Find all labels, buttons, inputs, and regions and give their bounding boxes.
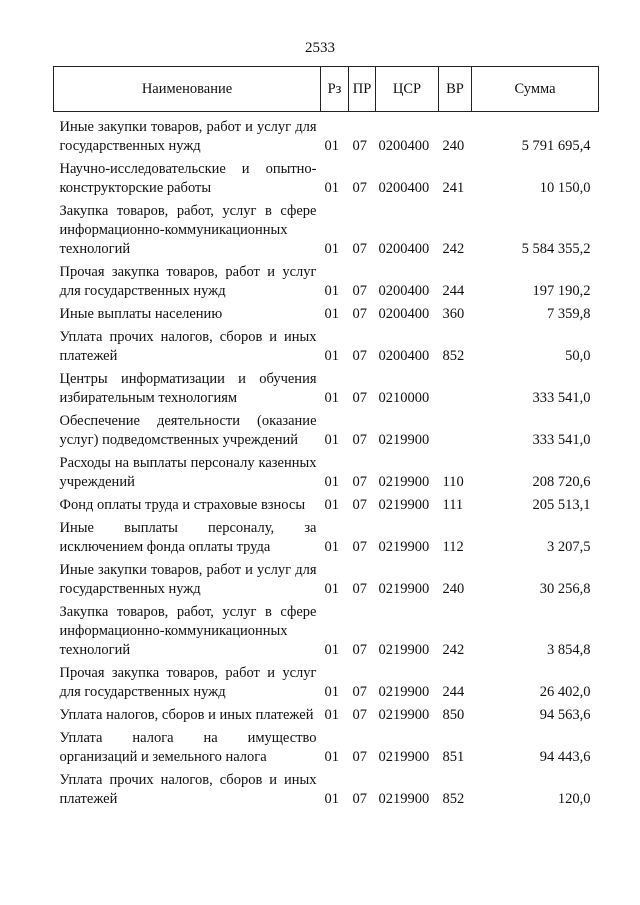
row-vr: 852 — [442, 791, 465, 807]
row-name: Иные закупки товаров, работ и услуг для государственных нужд — [59, 562, 317, 597]
table-row — [54, 706, 599, 729]
table-row — [54, 729, 599, 771]
row-sum: 3 207,5 — [547, 539, 591, 555]
table-row — [54, 664, 599, 706]
table-row — [54, 519, 599, 561]
row-csr: 0219900 — [378, 432, 430, 448]
row-pr: 07 — [352, 539, 367, 555]
row-sum: 5 584 355,2 — [521, 241, 591, 257]
page-number: 2533 — [305, 40, 335, 56]
header-rz: Рз — [321, 67, 349, 112]
row-pr: 07 — [352, 707, 367, 723]
row-rz: 01 — [324, 791, 339, 807]
row-sum: 94 563,6 — [539, 707, 591, 723]
row-pr: 07 — [352, 791, 367, 807]
row-vr: 242 — [442, 642, 465, 658]
row-name: Уплата налогов, сборов и иных платежей — [59, 707, 314, 723]
table-row — [54, 263, 599, 305]
row-rz: 01 — [324, 348, 339, 364]
row-vr — [439, 412, 472, 454]
row-csr: 0219900 — [378, 684, 430, 700]
row-vr: 111 — [442, 497, 464, 513]
row-sum: 3 854,8 — [547, 642, 591, 658]
row-sum: 5 791 695,4 — [521, 138, 591, 154]
row-vr — [439, 370, 472, 412]
row-rz: 01 — [324, 432, 339, 448]
row-vr: 112 — [442, 539, 464, 555]
row-rz: 01 — [324, 539, 339, 555]
row-rz: 01 — [324, 306, 339, 322]
row-sum: 7 359,8 — [547, 306, 591, 322]
row-vr: 244 — [442, 684, 465, 700]
row-sum: 208 720,6 — [532, 474, 591, 490]
row-pr: 07 — [352, 749, 367, 765]
row-pr: 07 — [352, 138, 367, 154]
row-rz: 01 — [324, 180, 339, 196]
table-header — [54, 67, 599, 112]
row-sum: 333 541,0 — [532, 390, 591, 406]
row-vr: 240 — [442, 581, 465, 597]
row-csr: 0200400 — [378, 241, 430, 257]
row-sum: 50,0 — [565, 348, 591, 364]
row-name: Закупка товаров, работ, услуг в сфере информационно-коммуникационных технологий — [59, 604, 317, 658]
row-csr: 0200400 — [378, 138, 430, 154]
row-rz: 01 — [324, 707, 339, 723]
table-row — [54, 305, 599, 328]
table-row — [54, 496, 599, 519]
row-sum: 94 443,6 — [539, 749, 591, 765]
table-body — [54, 112, 599, 814]
row-pr: 07 — [352, 348, 367, 364]
row-name: Научно-исследовательские и опытно-конструкторские работы — [59, 161, 317, 196]
row-csr: 0219900 — [378, 707, 430, 723]
table-row — [54, 328, 599, 370]
row-name: Уплата прочих налогов, сборов и иных платежей — [59, 772, 317, 807]
row-pr: 07 — [352, 497, 367, 513]
table-row — [54, 202, 599, 263]
row-name: Уплата прочих налогов, сборов и иных платежей — [59, 329, 317, 364]
row-pr: 07 — [352, 581, 367, 597]
row-csr: 0200400 — [378, 283, 430, 299]
row-csr: 0219900 — [378, 539, 430, 555]
row-name: Прочая закупка товаров, работ и услуг для государственных нужд — [59, 264, 317, 299]
row-sum: 333 541,0 — [532, 432, 591, 448]
row-rz: 01 — [324, 581, 339, 597]
table-row — [54, 160, 599, 202]
row-sum: 205 513,1 — [532, 497, 591, 513]
row-vr: 360 — [442, 306, 465, 322]
row-pr: 07 — [352, 306, 367, 322]
table-row — [54, 561, 599, 603]
row-rz: 01 — [324, 390, 339, 406]
header-sum: Сумма — [472, 67, 599, 112]
row-sum: 30 256,8 — [539, 581, 591, 597]
table-row — [54, 412, 599, 454]
row-pr: 07 — [352, 283, 367, 299]
row-sum: 120,0 — [557, 791, 591, 807]
header-csr: ЦСР — [376, 67, 439, 112]
row-vr: 852 — [442, 348, 465, 364]
row-pr: 07 — [352, 642, 367, 658]
row-vr: 240 — [442, 138, 465, 154]
row-sum: 10 150,0 — [539, 180, 591, 196]
row-csr: 0219900 — [378, 497, 430, 513]
row-vr: 241 — [442, 180, 465, 196]
row-rz: 01 — [324, 497, 339, 513]
row-rz: 01 — [324, 474, 339, 490]
row-csr: 0200400 — [378, 180, 430, 196]
row-vr: 110 — [442, 474, 464, 490]
table-row — [54, 771, 599, 813]
header-name: Наименование — [54, 67, 321, 112]
row-name: Расходы на выплаты персоналу казенных учреждений — [59, 455, 317, 490]
row-name: Закупка товаров, работ, услуг в сфере информационно-коммуникационных технологий — [59, 203, 317, 257]
header-vr: ВР — [439, 67, 472, 112]
row-name: Прочая закупка товаров, работ и услуг для государственных нужд — [59, 665, 317, 700]
header-row — [54, 67, 599, 112]
row-csr: 0200400 — [378, 306, 430, 322]
row-vr: 244 — [442, 283, 465, 299]
row-name: Обеспечение деятельности (оказание услуг) подведомственных учреждений — [59, 413, 317, 448]
header-pr: ПР — [349, 67, 376, 112]
row-vr: 851 — [442, 749, 465, 765]
row-csr: 0219900 — [378, 581, 430, 597]
row-vr: 850 — [442, 707, 465, 723]
row-pr: 07 — [352, 684, 367, 700]
row-pr: 07 — [352, 241, 367, 257]
row-name: Иные закупки товаров, работ и услуг для государственных нужд — [59, 119, 317, 154]
row-rz: 01 — [324, 684, 339, 700]
row-rz: 01 — [324, 138, 339, 154]
row-rz: 01 — [324, 642, 339, 658]
row-csr: 0219900 — [378, 474, 430, 490]
row-csr: 0219900 — [378, 749, 430, 765]
row-name: Иные выплаты населению — [59, 306, 223, 322]
row-name: Иные выплаты персоналу, за исключением фонда оплаты труда — [59, 520, 317, 555]
row-name: Уплата налога на имущество организаций и земельного налога — [59, 730, 317, 765]
row-rz: 01 — [324, 749, 339, 765]
row-rz: 01 — [324, 241, 339, 257]
budget-table — [53, 66, 599, 813]
row-rz: 01 — [324, 283, 339, 299]
row-pr: 07 — [352, 474, 367, 490]
table-row — [54, 603, 599, 664]
row-pr: 07 — [352, 180, 367, 196]
row-name: Центры информатизации и обучения избирательным технологиям — [59, 371, 317, 406]
row-name: Фонд оплаты труда и страховые взносы — [59, 497, 306, 513]
table-row — [54, 454, 599, 496]
row-csr: 0219900 — [378, 642, 430, 658]
row-csr: 0219900 — [378, 791, 430, 807]
row-sum: 197 190,2 — [532, 283, 591, 299]
row-csr: 0210000 — [378, 390, 430, 406]
table-row — [54, 370, 599, 412]
row-csr: 0200400 — [378, 348, 430, 364]
row-pr: 07 — [352, 432, 367, 448]
table-row — [54, 112, 599, 161]
row-vr: 242 — [442, 241, 465, 257]
row-sum: 26 402,0 — [539, 684, 591, 700]
row-pr: 07 — [352, 390, 367, 406]
